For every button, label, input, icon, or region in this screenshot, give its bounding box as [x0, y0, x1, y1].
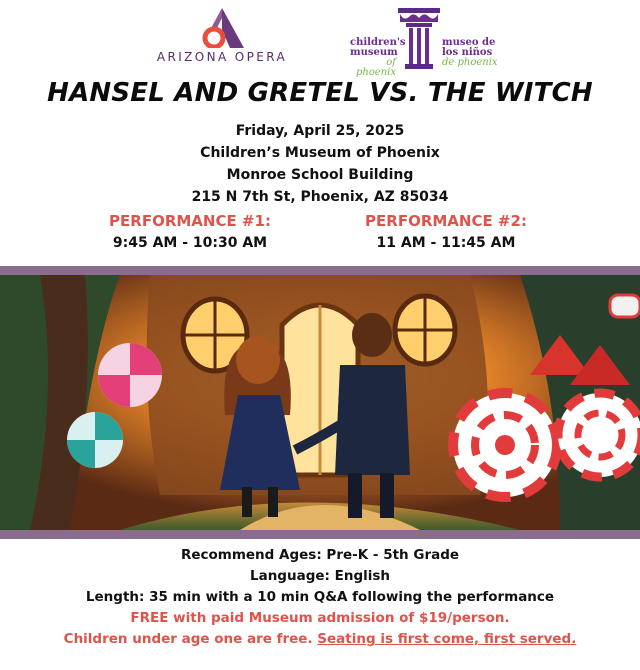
language: Language: English — [249, 568, 391, 584]
event-date: Friday, April 25, 2025 — [235, 123, 405, 139]
children-free: Children under age one are free. — [63, 631, 318, 647]
length: Length: 35 min with a 10 min Q&A following the performance — [85, 589, 555, 605]
logo-row — [0, 8, 640, 78]
performance-2 — [336, 210, 556, 254]
event-details — [0, 545, 640, 650]
admission-info: FREE with paid Museum admission of $19/person. — [130, 610, 510, 626]
seating-info: Seating is first come, first served. — [317, 631, 577, 647]
recommended-ages: Recommend Ages: Pre-K - 5th Grade — [180, 547, 460, 563]
performance-2-time: 11 AM - 11:45 AM — [376, 235, 516, 251]
childrens-museum-english: children's museum of phoenix — [350, 37, 406, 78]
event-building: Monroe School Building — [226, 167, 414, 183]
illustration-art — [0, 275, 640, 530]
children-info — [0, 629, 640, 650]
performance-1 — [80, 210, 300, 254]
performance-1-time: 9:45 AM - 10:30 AM — [112, 235, 268, 251]
right-window-icon — [395, 296, 455, 365]
arizona-opera-logo — [152, 8, 292, 72]
event-title: HANSEL AND GRETEL VS. THE WITCH — [47, 78, 593, 108]
hansel-gretel-illustration — [0, 275, 640, 530]
arizona-opera-name: ARIZONA OPERA — [156, 50, 288, 64]
column-icon — [398, 8, 440, 70]
performance-2-label: PERFORMANCE #2: — [365, 212, 527, 230]
childrens-museum-logo — [350, 8, 498, 78]
performance-1-label: PERFORMANCE #1: — [109, 212, 271, 230]
bottom-band — [0, 530, 640, 539]
event-info — [0, 120, 640, 208]
top-band — [0, 266, 640, 275]
arizona-opera-mark-icon — [200, 8, 244, 48]
childrens-museum-spanish: museo de los niños de phoenix — [442, 37, 498, 68]
event-venue: Children’s Museum of Phoenix — [200, 145, 440, 161]
event-address: 215 N 7th St, Phoenix, AZ 85034 — [191, 189, 449, 205]
